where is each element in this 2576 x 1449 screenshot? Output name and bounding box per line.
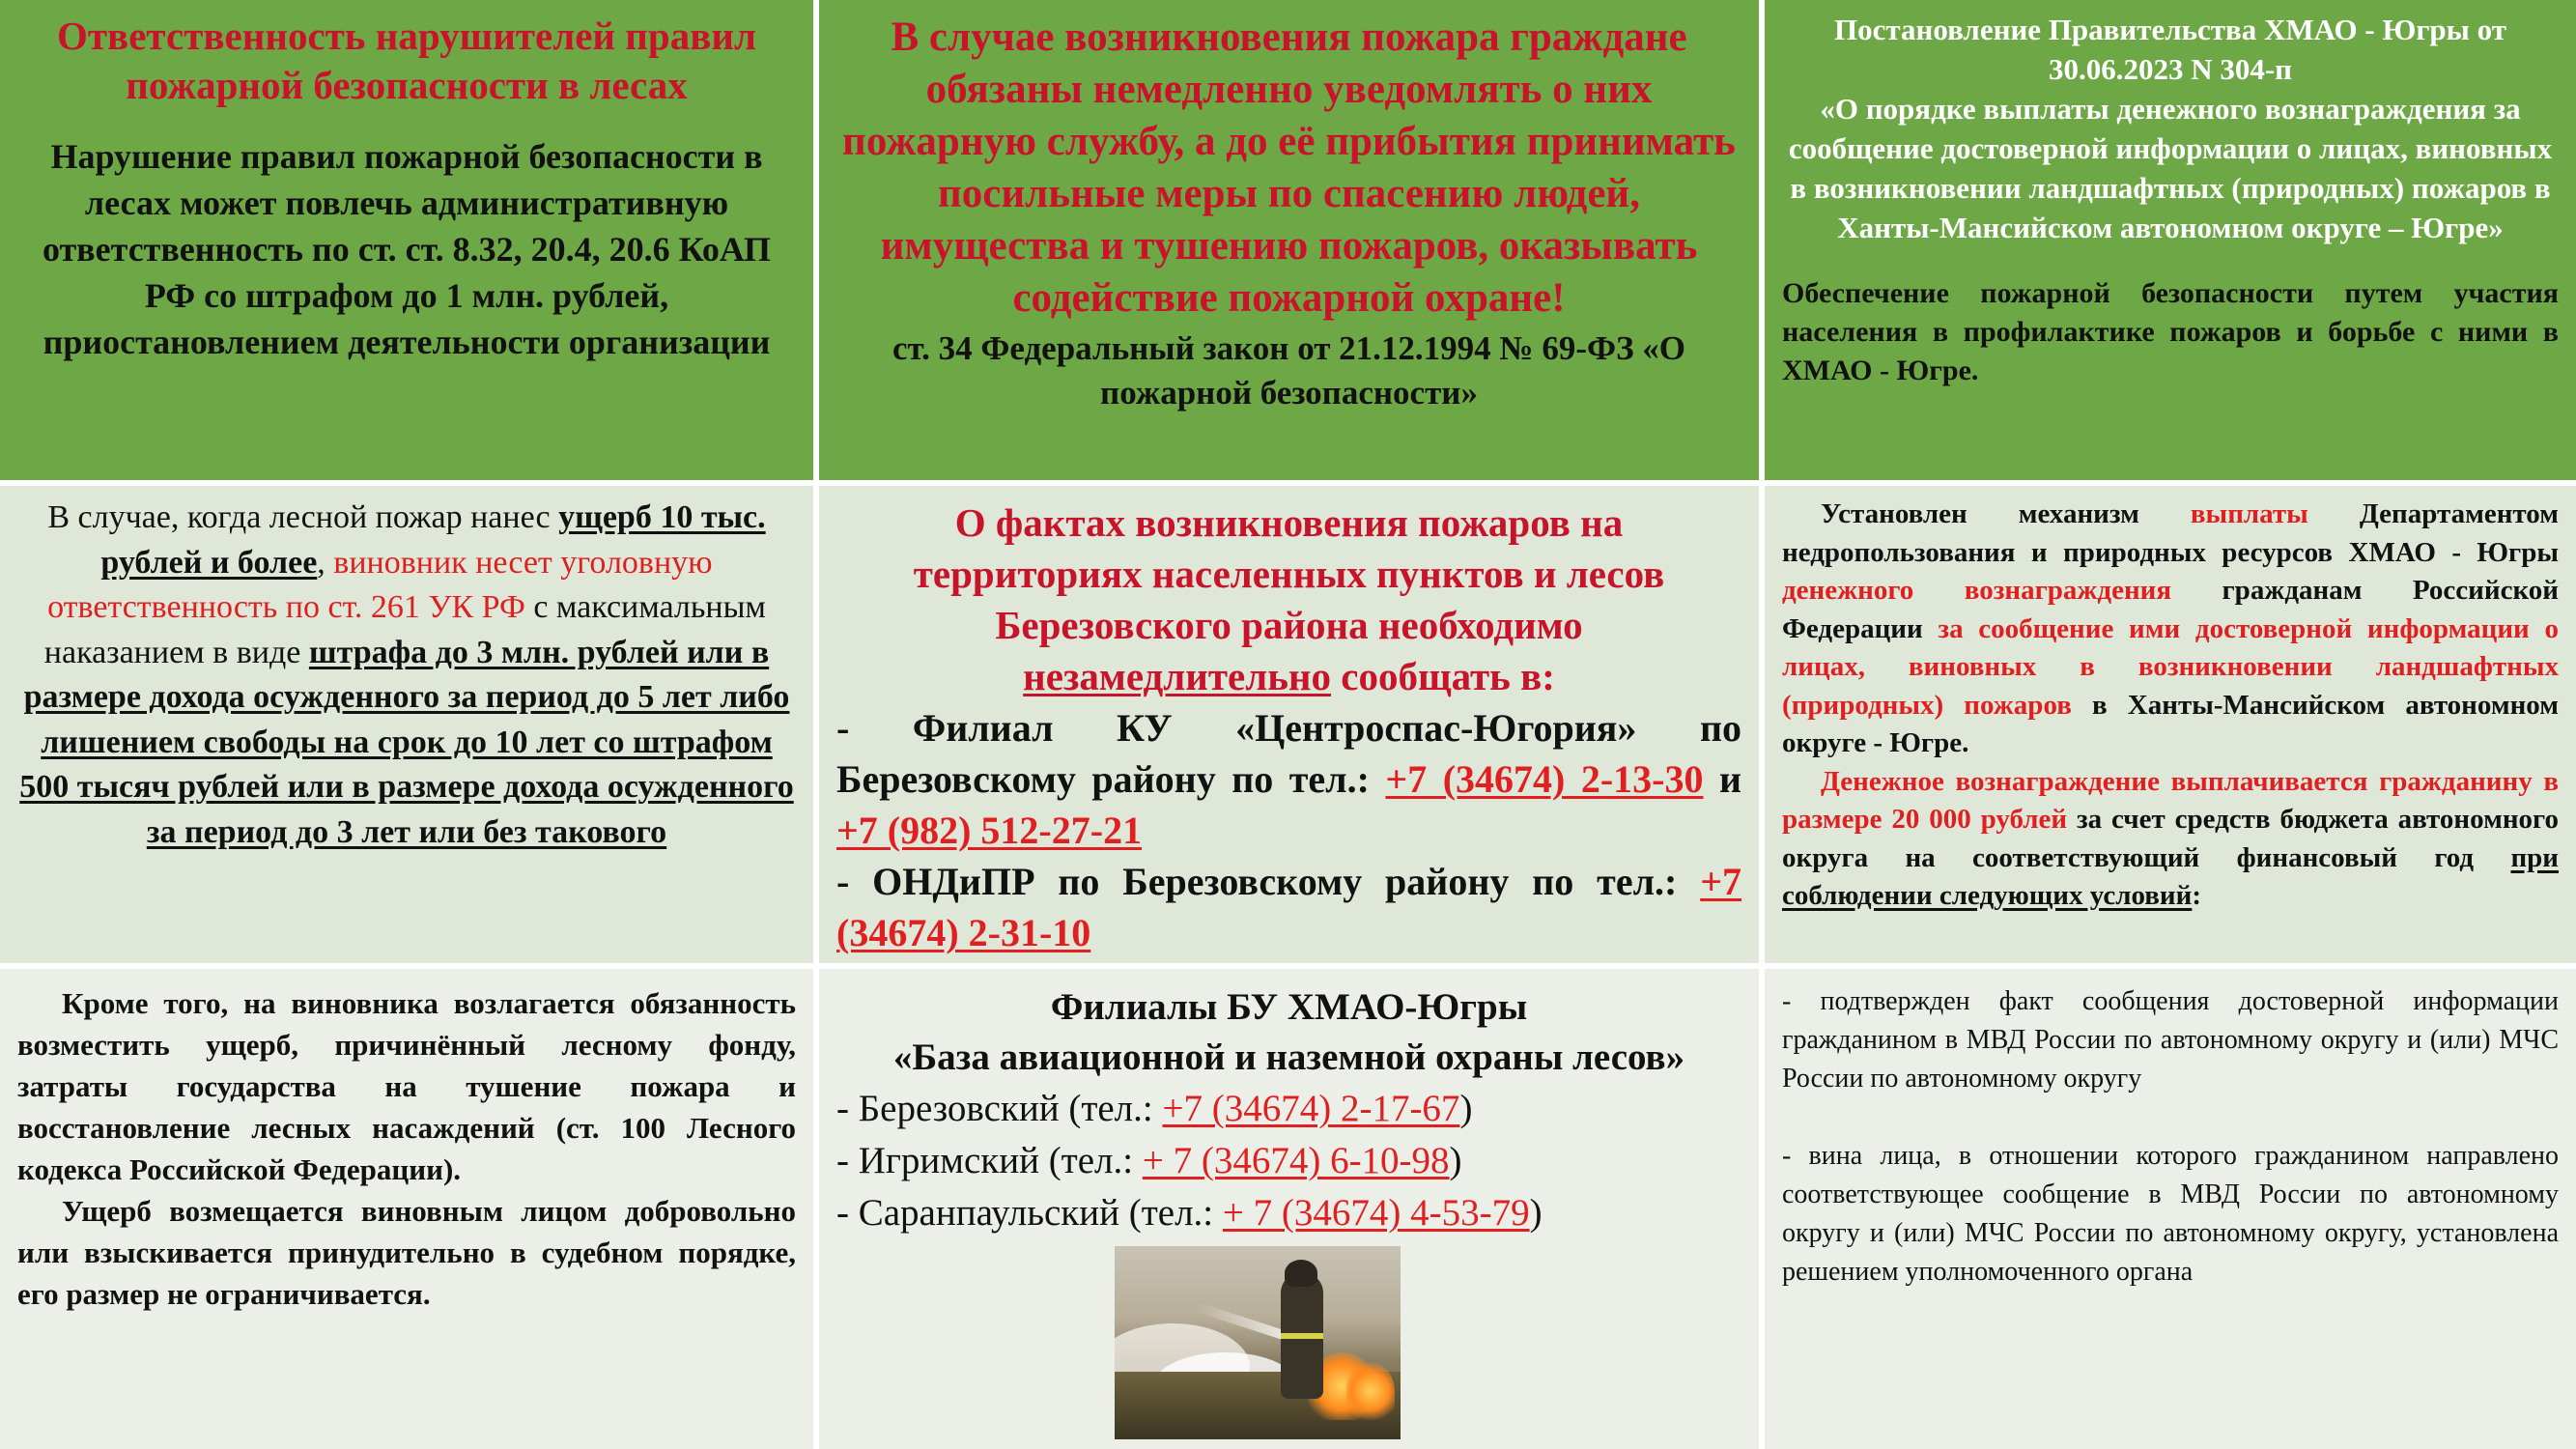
panel-resolution-title: Постановление Правительства ХМАО - Югры от 30.06.2023 N 304-п — [1834, 13, 2506, 86]
text-run: гражданам Российской Федерации — [1782, 575, 2559, 644]
text-run: В случае, когда лесной пожар нанес — [47, 499, 559, 535]
panel-citizen-duty — [819, 0, 1759, 480]
text-run: за счет средств бюджета автономного округа на соответствующий финансовый год — [1782, 804, 2559, 873]
phone-link[interactable]: + 7 (34674) 4-53-79 — [1222, 1192, 1530, 1234]
panel-report-contacts-title — [836, 497, 1741, 702]
panel-criminal-liability-text — [17, 496, 796, 855]
branch-berezovsky — [836, 1083, 1741, 1135]
panel-liability — [0, 0, 813, 480]
text-run: ) — [1449, 1140, 1462, 1181]
text-run-penalty: штрафа до 3 млн. рублей или в размере дохода осужденного за период до 5 лет либо лишением свободы на срок до 10 лет со штрафом 500 тысяч рублей или в размере дохода осужденного за период до 3 лет или без такового — [19, 634, 794, 850]
fire-shape — [1346, 1362, 1395, 1420]
text-run: - Игримский (тел.: — [836, 1140, 1143, 1181]
text-run: О фактах возникновения пожаров на территориях населенных пунктов и лесов Березовского района необходимо — [913, 500, 1665, 647]
contact-line-centrospas — [836, 702, 1741, 856]
panel-resolution — [1765, 0, 2576, 480]
phone-link[interactable]: + 7 (34674) 6-10-98 — [1142, 1140, 1450, 1181]
phone-link[interactable]: +7 (34674) 2-31-10 — [836, 860, 1741, 954]
branch-saranpaul — [836, 1187, 1741, 1239]
text-run: - Березовский (тел.: — [836, 1088, 1163, 1129]
text-run-amount: Денежное вознаграждение выплачивается гражданину в размере 20 000 рублей — [1782, 765, 2559, 835]
panel-resolution-body: Обеспечение пожарной безопасности путем участия населения в профилактике пожаров и борьбе с ними в ХМАО - Югре. — [1782, 277, 2559, 386]
panel-citizen-duty-title: В случае возникновения пожара граждане обязаны немедленно уведомлять о них пожарную службу, а до её прибытия принимать посильные меры по спасению людей, имущества и тушению пожаров, оказывать содействие пожарной охране! — [842, 14, 1736, 321]
reflective-stripe — [1281, 1333, 1323, 1339]
text-run-conditions: при соблюдении следующих условий — [1782, 841, 2559, 911]
text-run-immediately: незамедлительно — [1023, 654, 1332, 698]
text-run: и — [1703, 757, 1742, 801]
branches-title: Филиалы БУ ХМАО-Югры — [1050, 986, 1528, 1028]
panel-report-contacts — [819, 486, 1759, 963]
text-run: , — [317, 544, 334, 581]
panel-reward-mechanism-text — [1782, 496, 2559, 763]
panel-damage-compensation-p2: Ущерб возмещается виновным лицом добровольно или взыскивается принудительно в судебном порядке, его размер не ограничивается. — [17, 1194, 796, 1311]
text-run: Департаментом недропользования и природных ресурсов ХМАО - Югры — [1782, 498, 2559, 568]
panel-reward-mechanism — [1765, 486, 2576, 963]
condition-1: - подтвержден факт сообщения достоверной информации гражданином в МВД России по автономному округу и (или) МЧС России по автономному округу — [1782, 986, 2559, 1094]
text-run: ) — [1459, 1088, 1473, 1129]
panel-damage-compensation-p1: Кроме того, на виновника возлагается обязанность возместить ущерб, причинённый лесному фонду, затраты государства на тушение пожара и восстановление лесных насаждений (ст. 100 Лесного кодекса Российской Федерации). — [17, 986, 796, 1186]
text-run: - Саранпаульский (тел.: — [836, 1192, 1223, 1234]
text-run: - ОНДиПР по Березовскому району по тел.: — [836, 860, 1701, 903]
text-run-criminal: виновник несет уголовную ответственность по ст. 261 УК РФ — [47, 544, 713, 625]
contact-line-ondipr — [836, 856, 1741, 958]
text-run: Установлен механизм — [1821, 498, 2191, 529]
branches-subtitle: «База авиационной и наземной охраны лесов» — [892, 1037, 1685, 1078]
panel-reward-conditions — [1765, 969, 2576, 1449]
text-run-for-report: за сообщение ими достоверной информации о лицах, виновных в возникновении ландшафтных (природных) пожаров — [1782, 612, 2559, 721]
text-run: в Ханты-Мансийском автономном округе - Югре. — [1782, 689, 2560, 758]
text-run: сообщать в: — [1331, 654, 1555, 698]
panel-citizen-duty-law: ст. 34 Федеральный закон от 21.12.1994 № 69-ФЗ «О пожарной безопасности» — [892, 329, 1686, 412]
text-run: : — [2192, 880, 2202, 911]
text-run-payment: выплаты — [2190, 498, 2308, 529]
panel-reward-amount-text — [1782, 763, 2559, 916]
panel-damage-compensation — [0, 969, 813, 1449]
condition-2: - вина лица, в отношении которого гражданином направлено соответствующее сообщение в МВД России по автономному округу и (или) МЧС России по автономному округу, установлена решением уполномоченного органа — [1782, 1141, 2559, 1287]
phone-link[interactable]: +7 (34674) 2-13-30 — [1385, 757, 1704, 801]
panel-liability-body: Нарушение правил пожарной безопасности в лесах может повлечь административную ответственность по ст. ст. 8.32, 20.4, 20.6 КоАП РФ со штрафом до 1 млн. рублей, приостановлением деятельности организации — [42, 137, 772, 361]
firefighter-photo — [1115, 1246, 1401, 1439]
phone-link[interactable]: +7 (34674) 2-17-67 — [1162, 1088, 1460, 1129]
text-run-reward: денежного вознаграждения — [1782, 575, 2172, 606]
panel-resolution-subtitle: «О порядке выплаты денежного вознаграждения за сообщение достоверной информации о лицах, виновных в возникновении ландшафтных (природных) пожаров в Ханты-Мансийском автономном округе – Югре» — [1788, 92, 2553, 244]
helmet-shape — [1285, 1260, 1317, 1287]
text-run: - Филиал КУ «Центроспас-Югория» по Березовскому району по тел.: — [836, 706, 1741, 801]
panel-criminal-liability — [0, 486, 813, 963]
phone-link[interactable]: +7 (982) 512-27-21 — [836, 809, 1143, 852]
branch-igrim — [836, 1135, 1741, 1187]
panel-liability-title: Ответственность нарушителей правил пожарной безопасности в лесах — [57, 14, 756, 107]
text-run-damage: ущерб 10 тыс. рублей и более — [100, 499, 766, 581]
text-run: с максимальным наказанием в виде — [43, 589, 766, 670]
text-run: ) — [1529, 1192, 1543, 1234]
